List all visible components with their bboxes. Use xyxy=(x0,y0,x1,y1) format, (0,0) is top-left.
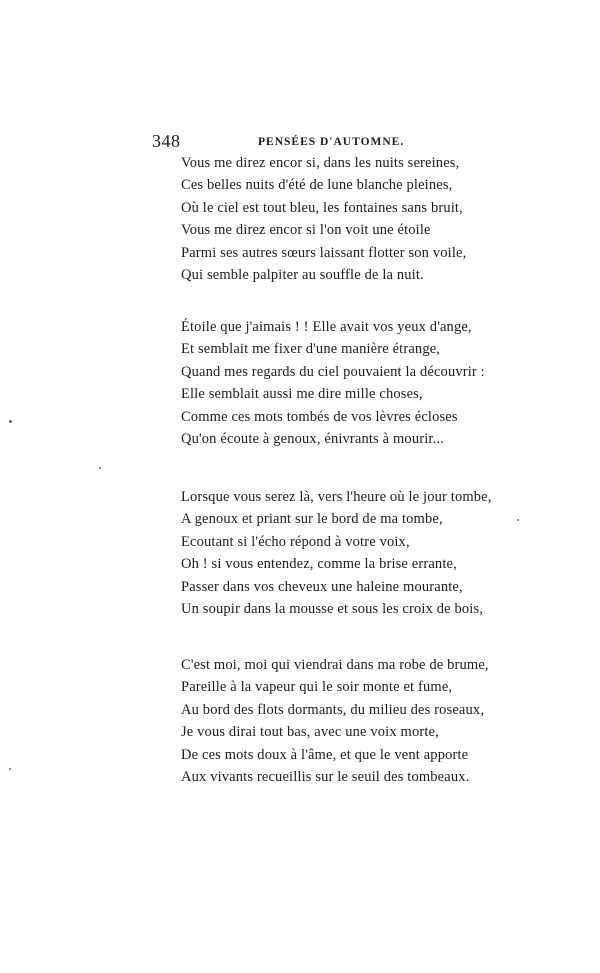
verse-line: Ecoutant si l'écho répond à votre voix, xyxy=(181,533,410,550)
verse-line: Étoile que j'aimais ! ! Elle avait vos yeux d'ange, xyxy=(181,319,472,335)
verse-line: Pareille à la vapeur qui le soir monte et fume, xyxy=(181,679,453,696)
scan-speck xyxy=(9,420,12,423)
verse-line: Où le ciel est tout bleu, les fontaines sans bruit, xyxy=(181,199,463,216)
stanza-4 xyxy=(181,654,489,788)
verse-line: Vous me direz encor si, dans les nuits sereines, xyxy=(181,155,460,171)
verse-line: Je vous dirai tout bas, avec une voix morte, xyxy=(181,724,439,741)
verse-line: Oh ! si vous entendez, comme la brise errante, xyxy=(181,556,457,573)
running-head: PENSÉES D'AUTOMNE. xyxy=(258,136,405,148)
stanza-3 xyxy=(181,486,492,620)
verse-line: A genoux et priant sur le bord de ma tombe, xyxy=(181,511,443,528)
scan-speck xyxy=(9,768,11,770)
stanza-2 xyxy=(181,316,485,450)
scan-speck xyxy=(517,519,519,521)
verse-line: Elle semblait aussi me dire mille choses, xyxy=(181,386,423,403)
verse-line: Qu'on écoute à genoux, énivrants à mourir... xyxy=(181,430,444,447)
verse-line: Qui semble palpiter au souffle de la nuit. xyxy=(181,266,424,283)
verse-line: C'est moi, moi qui viendrai dans ma robe de brume, xyxy=(181,657,489,673)
scan-speck xyxy=(99,467,101,469)
verse-line: Lorsque vous serez là, vers l'heure où le jour tombe, xyxy=(181,489,492,505)
verse-line: Comme ces mots tombés de vos lèvres écloses xyxy=(181,408,458,425)
verse-line: Quand mes regards du ciel pouvaient la découvrir : xyxy=(181,363,485,380)
verse-line: Au bord des flots dormants, du milieu des roseaux, xyxy=(181,701,485,718)
verse-line: Vous me direz encor si l'on voit une étoile xyxy=(181,222,431,239)
page-number: 348 xyxy=(152,131,181,151)
stanza-1 xyxy=(181,152,466,286)
verse-line: Parmi ses autres sœurs laissant flotter son voile, xyxy=(181,244,467,261)
verse-line: Aux vivants recueillis sur le seuil des tombeaux. xyxy=(181,768,470,785)
verse-line: Un soupir dans la mousse et sous les croix de bois, xyxy=(181,600,484,617)
verse-line: Passer dans vos cheveux une haleine mourante, xyxy=(181,578,463,595)
verse-line: Ces belles nuits d'été de lune blanche pleines, xyxy=(181,177,453,194)
verse-line: De ces mots doux à l'âme, et que le vent apporte xyxy=(181,746,469,763)
verse-line: Et semblait me fixer d'une manière étrange, xyxy=(181,341,441,358)
